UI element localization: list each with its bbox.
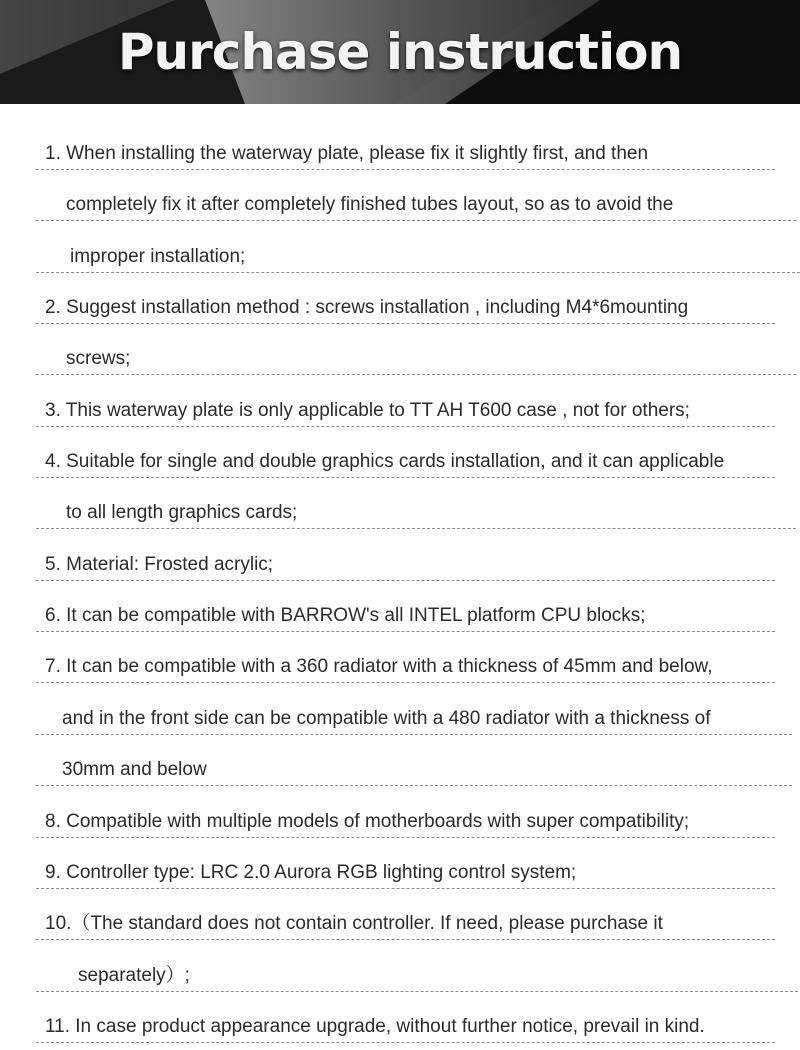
instruction-line: 3. This waterway plate is only applicable to TT AH T600 case , not for others; — [36, 396, 775, 427]
instruction-line: 7. It can be compatible with a 360 radiator with a thickness of 45mm and below, — [36, 652, 775, 683]
header-banner — [0, 0, 800, 104]
instruction-line: 30mm and below — [36, 755, 792, 786]
instruction-line: 9. Controller type: LRC 2.0 Aurora RGB lighting control system; — [36, 858, 775, 889]
instruction-line: 6. It can be compatible with BARROW's all INTEL platform CPU blocks; — [36, 601, 775, 632]
instruction-line: improper installation; — [36, 242, 800, 273]
instruction-line: to all length graphics cards; — [36, 498, 796, 529]
instruction-line: 1. When installing the waterway plate, please fix it slightly first, and then — [36, 139, 775, 170]
instruction-line: 10.（The standard does not contain controller. If need, please purchase it — [36, 909, 775, 940]
instruction-line: 11. In case product appearance upgrade, without further notice, prevail in kind. — [36, 1012, 775, 1043]
instruction-line: and in the front side can be compatible with a 480 radiator with a thickness of — [36, 704, 792, 735]
page-title: Purchase instruction — [117, 23, 683, 81]
instruction-line: 8. Compatible with multiple models of motherboards with super compatibility; — [36, 807, 775, 838]
instruction-line: separately）; — [36, 961, 800, 992]
instruction-line: completely fix it after completely finished tubes layout, so as to avoid the — [36, 190, 796, 221]
instruction-line: 4. Suitable for single and double graphics cards installation, and it can applicable — [36, 447, 775, 478]
instruction-line: screws; — [36, 344, 796, 375]
instruction-line: 5. Material: Frosted acrylic; — [36, 550, 775, 581]
instruction-line: 2. Suggest installation method : screws installation , including M4*6mounting — [36, 293, 775, 324]
